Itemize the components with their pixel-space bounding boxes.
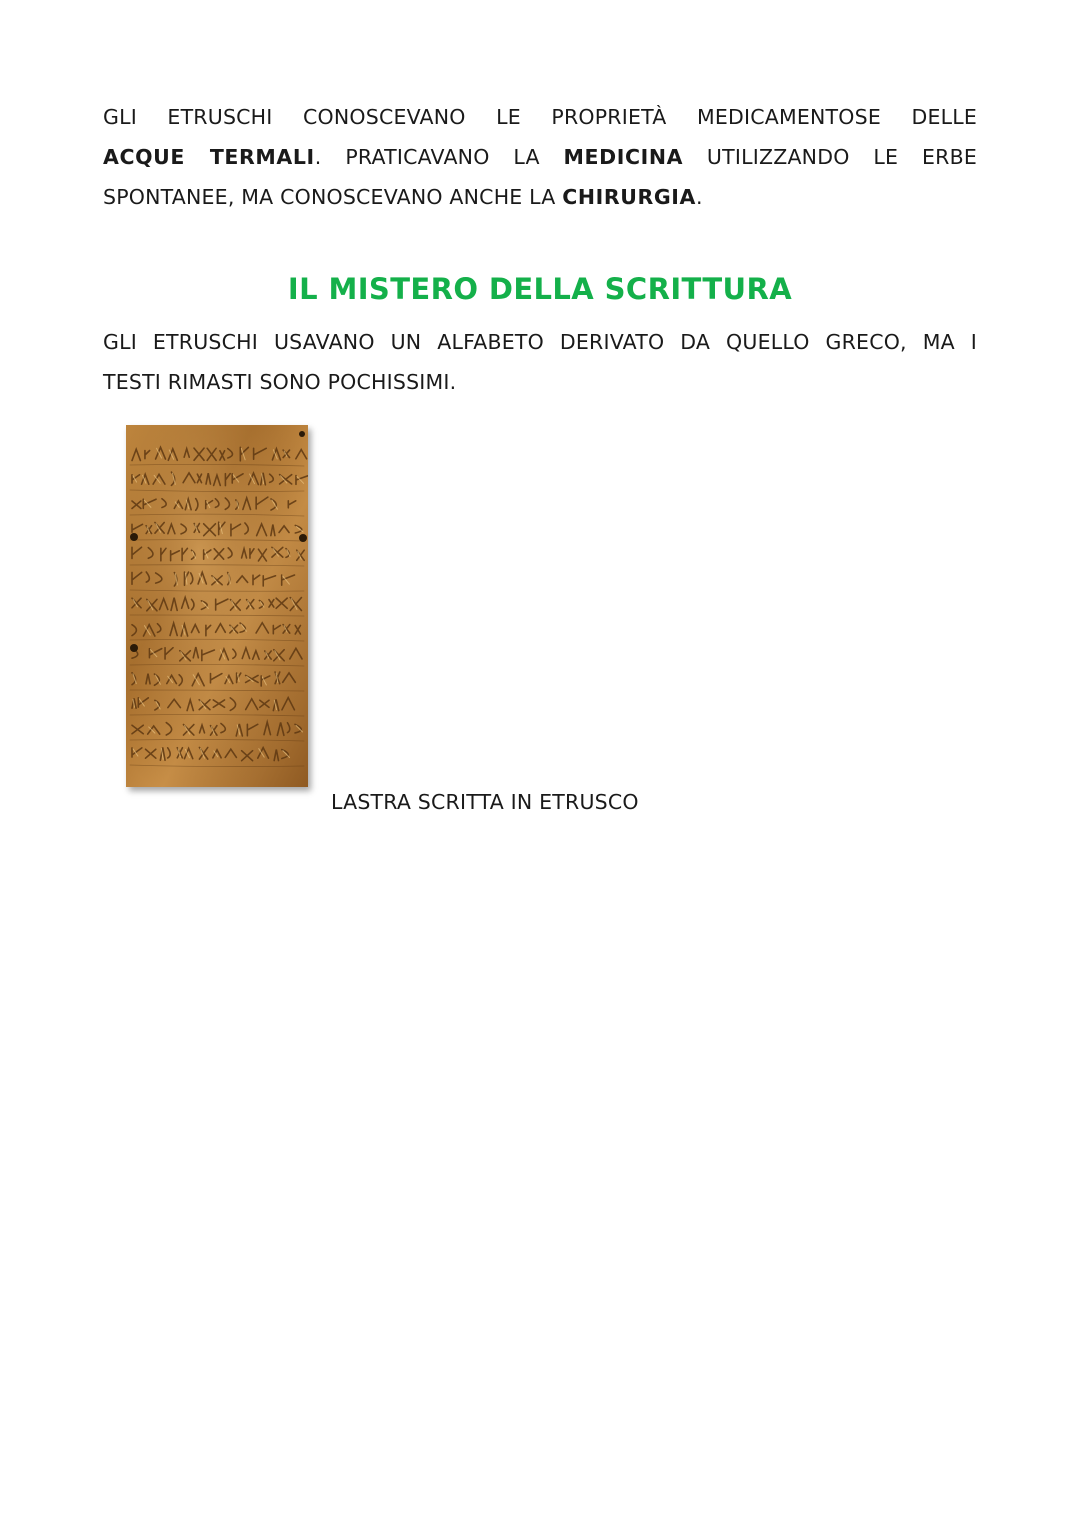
etruscan-tablet-image <box>126 425 308 787</box>
paragraph-line: GLI ETRUSCHI USAVANO UN ALFABETO DERIVATO DA QUELLO GRECO, MA I <box>103 330 977 354</box>
figure-caption: LASTRA SCRITTA IN ETRUSCO <box>331 790 639 814</box>
paragraph-medicine <box>103 97 977 217</box>
paragraph-line: ACQUE TERMALI. PRATICAVANO LA MEDICINA UTILIZZANDO LE ERBE <box>103 145 978 169</box>
paragraph-line: SPONTANEE, MA CONOSCEVANO ANCHE LA CHIRURGIA. <box>103 185 703 209</box>
tablet-nail-hole <box>299 431 305 437</box>
paragraph-line: TESTI RIMASTI SONO POCHISSIMI. <box>103 370 457 394</box>
tablet-nail-hole <box>130 644 138 652</box>
tablet-nail-hole <box>130 533 138 541</box>
bold-term-acque-termali: ACQUE TERMALI <box>103 145 315 169</box>
tablet-illustration <box>126 425 308 787</box>
bold-term-medicina: MEDICINA <box>563 145 684 169</box>
tablet-nail-hole <box>299 534 307 542</box>
paragraph-line: GLI ETRUSCHI CONOSCEVANO LE PROPRIETÀ MEDICAMENTOSE DELLE <box>103 105 977 129</box>
bold-term-chirurgia: CHIRURGIA <box>562 185 696 209</box>
section-heading: IL MISTERO DELLA SCRITTURA <box>287 272 793 306</box>
paragraph-writing <box>103 322 977 402</box>
